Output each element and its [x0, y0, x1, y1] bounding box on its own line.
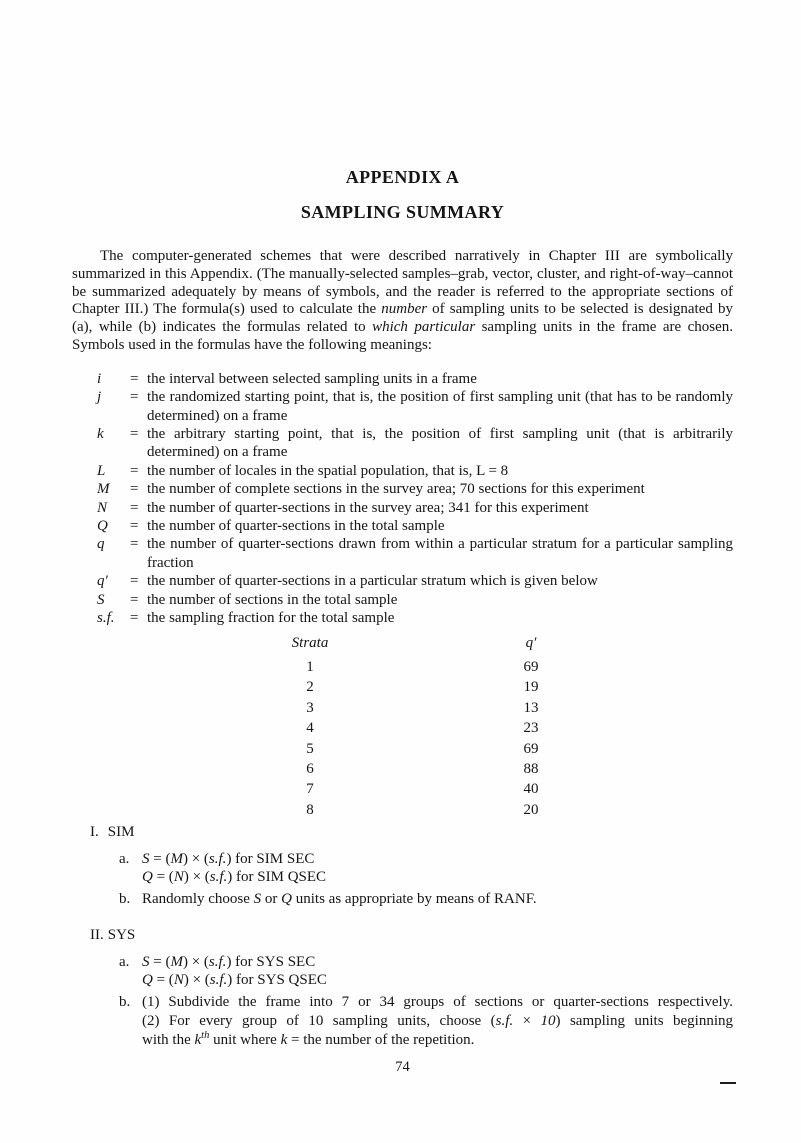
equals-sign: =: [130, 610, 139, 627]
formula-sys-sec: [142, 953, 733, 971]
intro-text: of sampling units to be selected is designated by (a), while (b) indicates the formulas related to: [72, 301, 733, 336]
strata-column-header: Strata: [291, 635, 329, 652]
formula-part: ) for SYS QSEC: [227, 972, 327, 989]
formula-part: ) × (: [182, 851, 209, 868]
symbol-label: S: [97, 591, 105, 608]
section-title: SIM: [107, 824, 135, 841]
q-prime-cell: 13: [523, 699, 539, 716]
text-part: 10: [540, 1013, 556, 1030]
definition-row-q-prime: [97, 572, 733, 590]
formula-sim-qsec: [142, 868, 733, 886]
text-part: or: [261, 891, 282, 908]
section-numeral: I.: [90, 824, 99, 841]
equals-sign: =: [130, 518, 139, 535]
symbol-label: N: [97, 499, 108, 516]
text-part: k: [280, 1032, 288, 1049]
definition-row-M: [97, 480, 733, 498]
definition-text: the number of quarter-sections drawn from within a particular stratum for a particular sampling fraction: [147, 536, 733, 571]
item-label: b.: [119, 994, 131, 1011]
strata-cell: 2: [306, 679, 314, 696]
section-sim: [72, 823, 733, 908]
formula-part: ) for SYS SEC: [226, 954, 316, 971]
equals-sign: =: [130, 389, 139, 406]
intro-text: sampling units in the frame are chosen. Symbols used in the formulas have the following meanings:: [72, 319, 733, 353]
formula-part: = (: [152, 972, 174, 989]
sys-formulas: [142, 953, 733, 989]
sim-formulas: [142, 850, 733, 886]
formula-part: ) × (: [183, 972, 210, 989]
q-prime-cell: 23: [523, 720, 539, 737]
q-prime-cell: 69: [523, 658, 539, 675]
formula-part: ) for SIM QSEC: [227, 869, 327, 886]
equals-sign: =: [130, 426, 139, 442]
definition-text: the number of complete sections in the survey area; 70 sections for this experiment: [147, 481, 645, 498]
sys-item-b: [119, 993, 733, 1050]
symbol-label: i: [97, 370, 102, 387]
symbol-label: L: [97, 462, 106, 479]
q-prime-cell: 69: [523, 740, 539, 757]
strata-cell: 3: [306, 699, 314, 716]
intro-paragraph: [72, 248, 733, 355]
q-prime-cell: 40: [523, 781, 539, 798]
symbol-label: q: [97, 536, 105, 553]
strata-cell: 7: [306, 781, 314, 798]
definition-text: the arbitrary starting point, that is, the position of first sampling unit (that is arbitrarily determined) on a frame: [147, 426, 733, 461]
definition-text: the number of sections in the total sample: [147, 591, 398, 608]
item-label: a.: [119, 851, 130, 868]
q-prime-column-header: q′: [525, 635, 537, 652]
definition-row-N: [97, 499, 733, 517]
sys-item-a: [119, 953, 733, 989]
formula-part: = (: [149, 851, 171, 868]
formula-part: = (: [152, 869, 174, 886]
text-part: ) sampling units beginning: [555, 1013, 733, 1030]
section-sim-heading: [90, 823, 733, 841]
formula-part: N: [173, 972, 184, 989]
item-label: b.: [119, 891, 131, 908]
definition-text: the number of locales in the spatial population, that is, L = 8: [147, 462, 509, 479]
symbol-label: s.f.: [97, 610, 115, 627]
symbol-definitions-list: [97, 370, 733, 628]
margin-dash-mark: [720, 1082, 736, 1084]
q-prime-cell: 19: [523, 679, 539, 696]
definition-row-j: [97, 388, 733, 425]
equals-sign: =: [130, 481, 139, 498]
formula-part: Q: [142, 972, 153, 989]
q-prime-cell: 88: [523, 760, 539, 777]
intro-italic-number: number: [381, 301, 428, 318]
page-content: [72, 0, 733, 1076]
definition-row-S: [97, 591, 733, 609]
sim-item-a: [119, 850, 733, 886]
definition-text: the randomized starting point, that is, the position of first sampling unit (that has to be randomly determined) on a frame: [147, 389, 733, 424]
formula-part: S: [142, 851, 150, 868]
definition-text: the interval between selected sampling units in a frame: [147, 370, 477, 387]
item-label: a.: [119, 954, 130, 971]
sim-item-b-text: [142, 890, 733, 908]
text-part: Randomly choose: [142, 891, 254, 908]
page-number: 74: [395, 1059, 410, 1076]
definition-text: the number of quarter-sections in a particular stratum which is given below: [147, 573, 598, 590]
sys-b-line-1: (1) Subdivide the frame into 7 or 34 groups of sections or quarter-sections respectively.: [142, 994, 733, 1011]
equals-sign: =: [130, 536, 139, 553]
formula-sim-sec: [142, 850, 733, 868]
formula-part: M: [170, 954, 183, 971]
formula-part: ) for SIM SEC: [226, 851, 315, 868]
definition-row-Q: [97, 517, 733, 535]
strata-cell: 1: [306, 658, 314, 675]
definition-row-L: [97, 462, 733, 480]
section-sys: [72, 926, 733, 1050]
text-part: k: [194, 1032, 202, 1049]
formula-part: ) × (: [183, 869, 210, 886]
intro-text: The computer-generated schemes that were described narratively in Chapter III are symbolically summarized in this Appendix. (The manually-selected samples–grab, vector, cluster, and right-of-way–cannot be summarized adequately by means of symbols, and the reader is referred to the appropriate sections of Chapter III.) The formula(s) used to calculate the: [72, 248, 733, 318]
sim-item-b: [119, 890, 733, 908]
text-part: (2) For every group of 10 sampling units, choose (: [142, 1013, 496, 1030]
text-part: unit where: [209, 1032, 281, 1049]
definition-row-k: [97, 425, 733, 462]
strata-cell: 6: [306, 760, 314, 777]
text-part: units as appropriate by means of RANF.: [292, 891, 537, 908]
equals-sign: =: [130, 499, 139, 516]
page-subtitle: SAMPLING SUMMARY: [300, 202, 505, 222]
text-part: with the: [142, 1032, 195, 1049]
formula-part: s.f.: [209, 972, 228, 989]
strata-cell: 8: [306, 801, 314, 818]
definition-text: the number of quarter-sections in the survey area; 341 for this experiment: [147, 499, 589, 516]
q-prime-cell: 20: [523, 801, 539, 818]
sys-b-line-3: [142, 1031, 733, 1050]
strata-cell: 5: [306, 740, 314, 757]
strata-cell: 4: [306, 720, 314, 737]
formula-part: s.f.: [209, 869, 228, 886]
sys-b-line-2: [142, 1012, 733, 1031]
formula-part: s.f.: [208, 851, 227, 868]
formula-sys-qsec: [142, 971, 733, 989]
text-part: ×: [513, 1013, 541, 1030]
section-numeral: II.: [90, 927, 104, 944]
formula-part: N: [173, 869, 184, 886]
formula-part: ) × (: [182, 954, 209, 971]
equals-sign: =: [130, 591, 139, 608]
symbol-label: Q: [97, 518, 108, 535]
definition-text: the sampling fraction for the total sample: [147, 610, 395, 627]
equals-sign: =: [130, 462, 139, 479]
symbol-label: q′: [97, 573, 108, 590]
superscript-th: th: [201, 1030, 210, 1042]
text-part: Q: [281, 891, 292, 908]
text-part: = the number of the repetition.: [287, 1032, 475, 1049]
definition-row-q: [97, 535, 733, 572]
formula-part: Q: [142, 869, 153, 886]
symbol-label: k: [97, 426, 104, 442]
definition-row-sf: [97, 609, 733, 627]
equals-sign: =: [130, 573, 139, 590]
formula-part: s.f.: [208, 954, 227, 971]
text-part: s.f.: [495, 1013, 514, 1030]
formula-part: M: [170, 851, 183, 868]
intro-italic-which-particular: which particular: [372, 319, 476, 336]
section-title: SYS: [107, 927, 136, 944]
section-sys-heading: [90, 926, 733, 944]
text-part: S: [253, 891, 262, 908]
strata-table: [250, 633, 733, 820]
page-title: APPENDIX A: [345, 167, 460, 187]
sys-item-b-text: [142, 993, 733, 1050]
symbol-label: j: [97, 389, 102, 406]
formula-part: S: [142, 954, 150, 971]
definition-text: the number of quarter-sections in the total sample: [147, 518, 445, 535]
symbol-label: M: [97, 481, 110, 498]
definition-row-i: [97, 370, 733, 388]
formula-part: = (: [149, 954, 171, 971]
equals-sign: =: [130, 370, 139, 387]
